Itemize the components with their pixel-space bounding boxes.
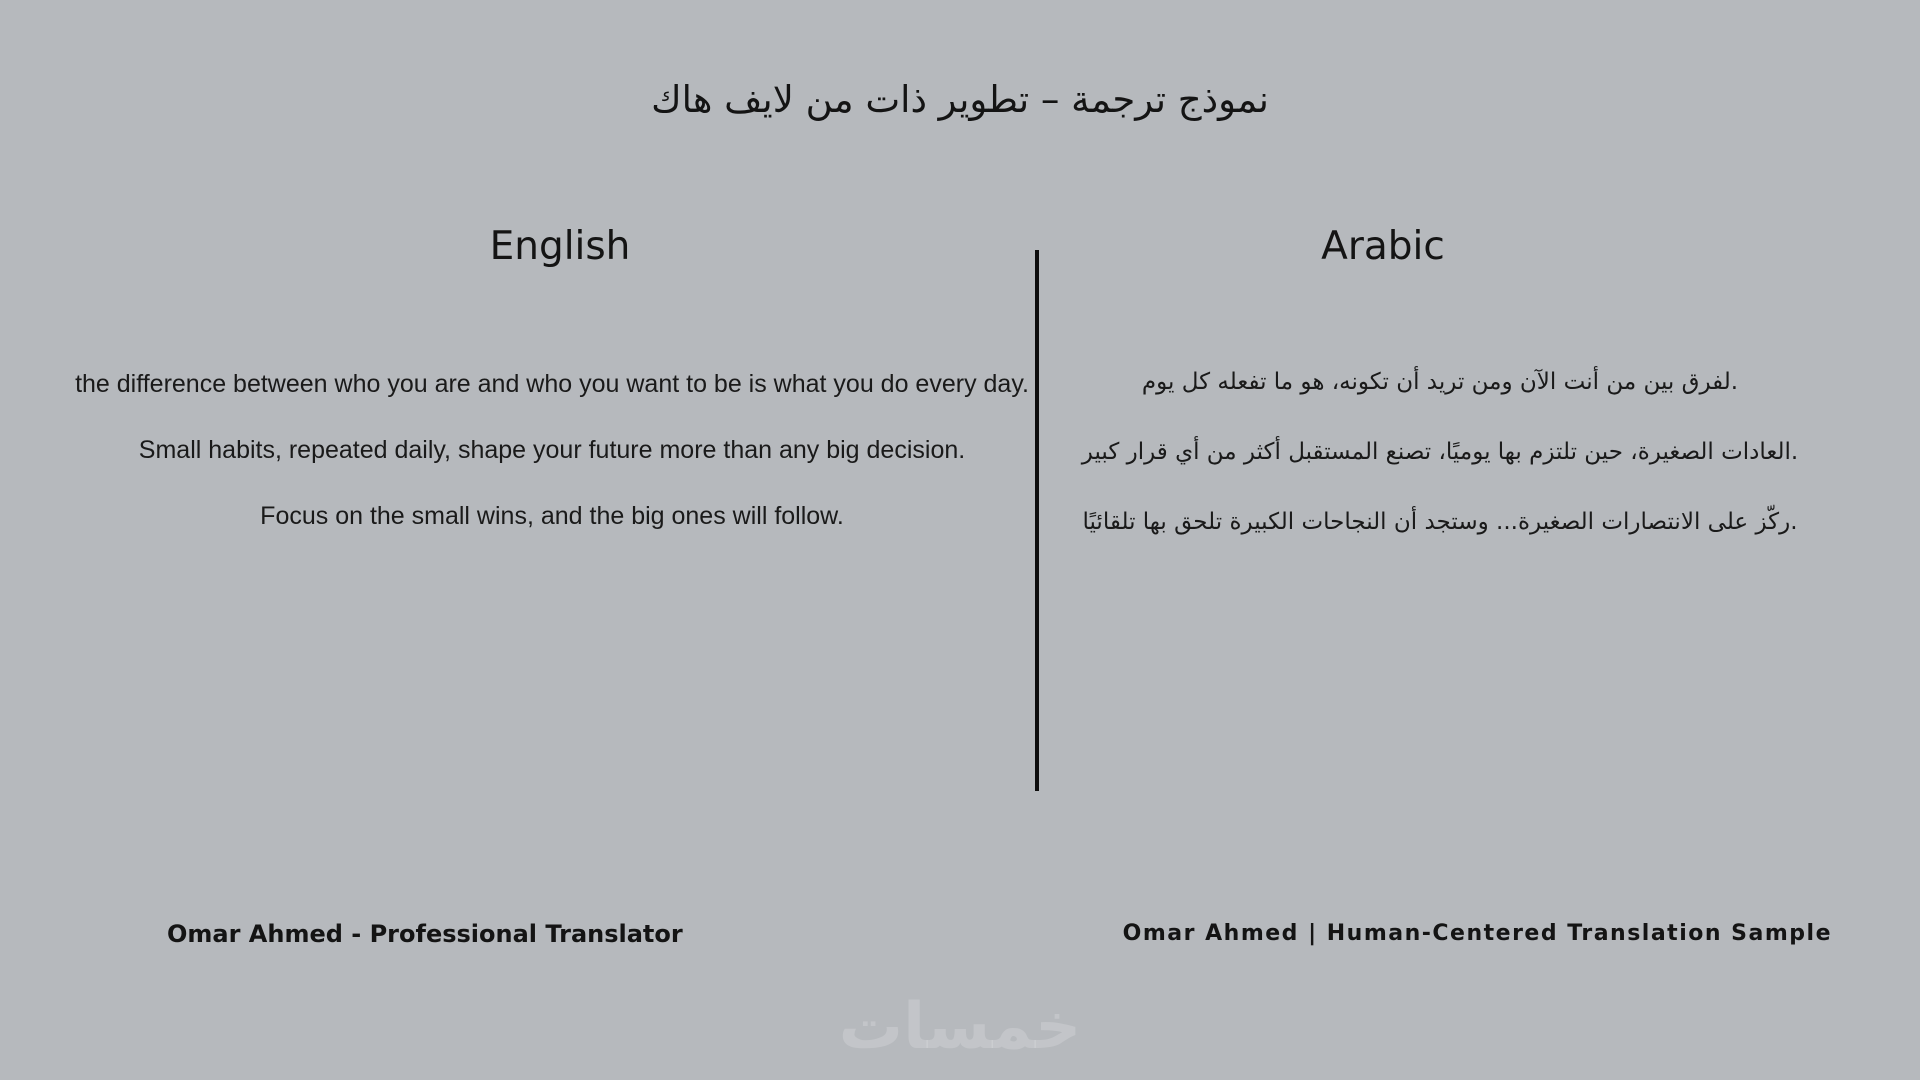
english-paragraph: the difference between who you are and who you want to be is what you do every day. (75, 370, 1029, 398)
footer-sample-label: Omar Ahmed | Human-Centered Translation Sample (1122, 921, 1832, 946)
arabic-heading: Arabic (1321, 224, 1445, 269)
arabic-column (1060, 366, 1820, 576)
english-column (72, 368, 1032, 566)
english-heading: English (489, 224, 631, 269)
column-divider (1035, 250, 1039, 791)
page-title: نموذج ترجمة – تطوير ذات من لايف هاك (651, 78, 1269, 121)
arabic-paragraph: ركّز على الانتصارات الصغيرة... وستجد أن النجاحات الكبيرة تلحق بها تلقائيًا. (1082, 509, 1798, 535)
english-paragraph: Small habits, repeated daily, shape your future more than any big decision. (138, 436, 966, 464)
english-paragraph: Focus on the small wins, and the big ones will follow. (260, 502, 844, 530)
arabic-paragraph: العادات الصغيرة، حين تلتزم بها يوميًا، تصنع المستقبل أكثر من أي قرار كبير. (1081, 439, 1799, 465)
footer-translator-credit: Omar Ahmed - Professional Translator (167, 920, 683, 948)
watermark-logo: خمسات (838, 990, 1082, 1064)
arabic-paragraph: لفرق بين من أنت الآن ومن تريد أن تكونه، هو ما تفعله كل يوم. (1141, 369, 1739, 395)
